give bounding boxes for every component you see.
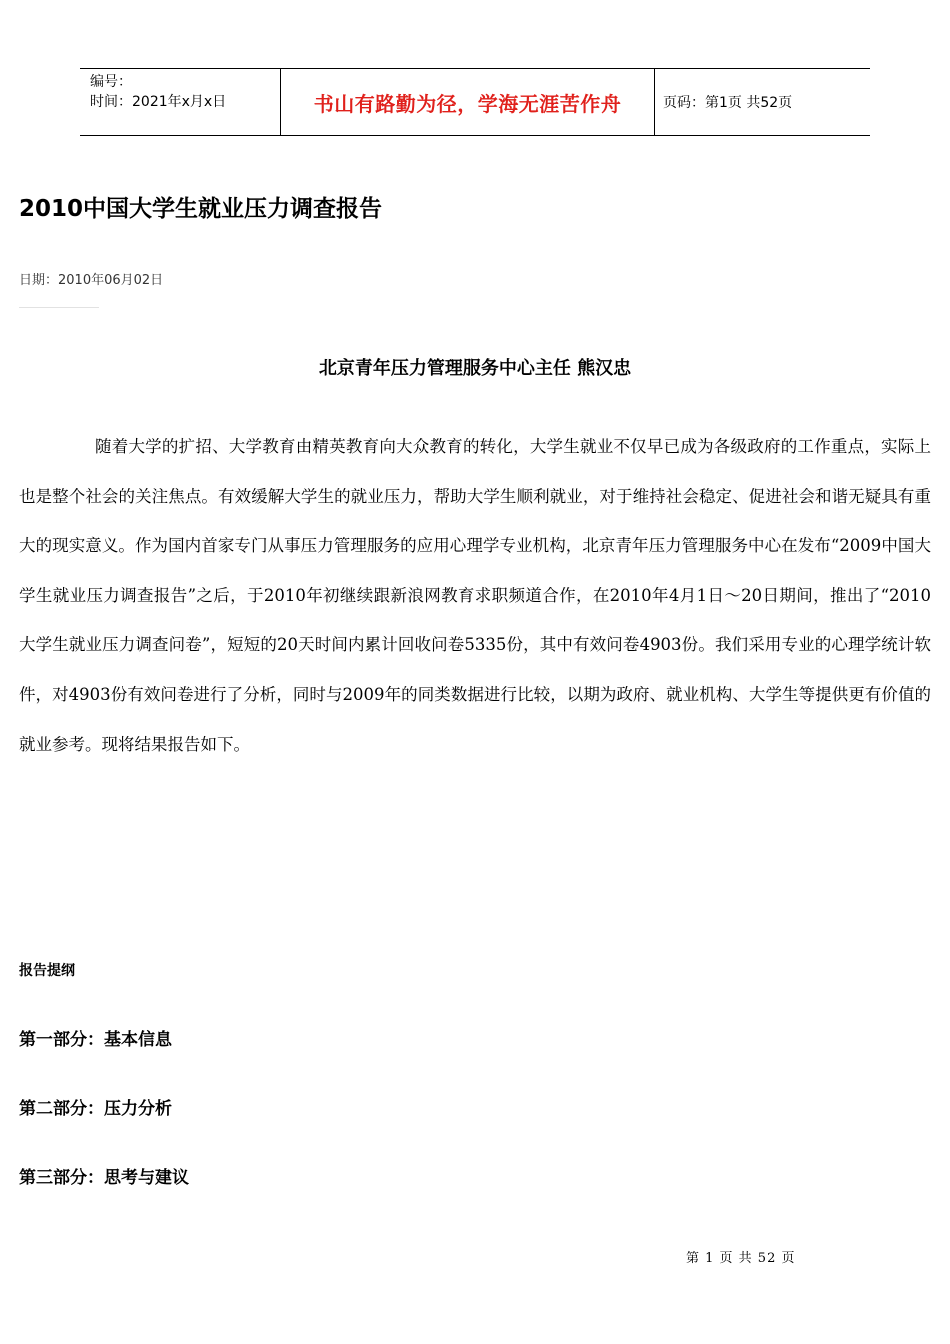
header-meta-cell: [80, 69, 281, 135]
page-title: 2010中国大学生就业压力调查报告: [19, 196, 383, 222]
outline-part-3: 第三部分：思考与建议: [19, 1168, 189, 1188]
time-label: 时间：2021年x月x日: [90, 94, 227, 110]
document-date: 日期：2010年06月02日: [19, 273, 164, 288]
page-footer: 第 1 页 共 52 页: [686, 1251, 796, 1266]
number-label: 编号：: [90, 74, 132, 90]
outline-heading: 报告提纲: [19, 963, 75, 979]
page-info: 页码：第1页 共52页: [663, 95, 793, 111]
author-line: 北京青年压力管理服务中心主任 熊汉忠: [318, 358, 632, 379]
outline-part-1: 第一部分：基本信息: [19, 1030, 172, 1050]
outline-part-2: 第二部分：压力分析: [19, 1099, 172, 1119]
header-motto-cell: [281, 69, 655, 135]
divider: [19, 307, 99, 308]
motto: 书山有路勤为径，学海无涯苦作舟: [313, 91, 622, 116]
header-page-cell: [655, 69, 870, 135]
body-paragraph: 随着大学的扩招、大学教育由精英教育向大众教育的转化，大学生就业不仅早已成为各级政府的工作重点，实际上也是整个社会的关注焦点。有效缓解大学生的就业压力，帮助大学生顺利就业，对于维持社会稳定、促进社会和谐无疑具有重大的现实意义。作为国内首家专门从事压力管理服务的应用心理学专业机构，北京青年压力管理服务中心在发布“2009中国大学生就业压力调查报告”之后，于2010年初继续跟新浪网教育求职频道合作，在2010年4月1日～20日期间，推出了“2010 大学生就业压力调查问卷”，短短的20天时间内累计回收问卷5335份，其中有效问卷4903份。我们采用专业的心理学统计软件，对4903份有效问卷进行了分析，同时与2009年的同类数据进行比较，以期为政府、就业机构、大学生等提供更有价值的就业参考。现将结果报告如下。: [19, 437, 931, 754]
header-table: [80, 68, 870, 136]
